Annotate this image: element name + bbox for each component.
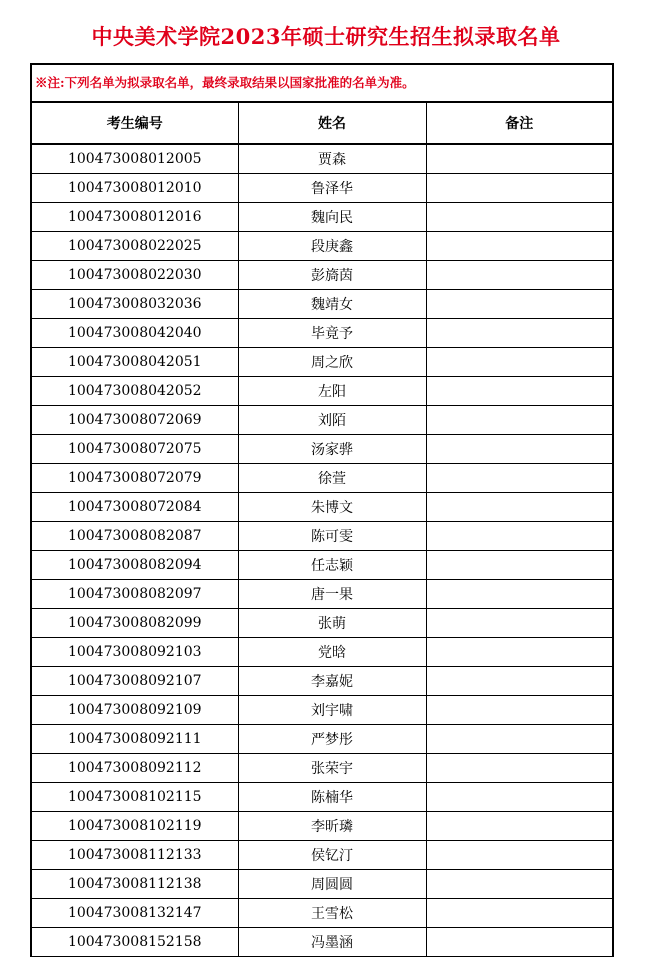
name-cell: 刘宇啸 [238, 696, 426, 725]
table-row [32, 638, 612, 667]
candidate-id-cell: 100473008012010 [32, 174, 238, 203]
name-cell: 毕竟予 [238, 319, 426, 348]
name-cell: 汤家骅 [238, 435, 426, 464]
name-cell: 段庚鑫 [238, 232, 426, 261]
name-cell: 唐一果 [238, 580, 426, 609]
candidate-id-cell: 100473008012005 [32, 144, 238, 174]
name-cell: 王雪松 [238, 899, 426, 928]
remarks-cell [426, 144, 612, 174]
candidate-id-cell: 100473008092111 [32, 725, 238, 754]
candidate-id-cell: 100473008022030 [32, 261, 238, 290]
candidate-id-cell: 100473008082087 [32, 522, 238, 551]
remarks-cell [426, 406, 612, 435]
name-cell: 张萌 [238, 609, 426, 638]
name-cell: 徐萱 [238, 464, 426, 493]
remarks-cell [426, 435, 612, 464]
notice-text: ※注:下列名单为拟录取名单，最终录取结果以国家批准的名单为准。 [32, 65, 612, 103]
name-cell: 陈可雯 [238, 522, 426, 551]
name-cell: 李昕璘 [238, 812, 426, 841]
remarks-cell [426, 174, 612, 203]
name-cell: 侯钇汀 [238, 841, 426, 870]
candidate-id-cell: 100473008012016 [32, 203, 238, 232]
name-cell: 朱博文 [238, 493, 426, 522]
candidate-id-cell: 100473008032036 [32, 290, 238, 319]
admission-table [32, 103, 612, 957]
name-cell: 彭旖茵 [238, 261, 426, 290]
candidate-id-cell: 100473008102119 [32, 812, 238, 841]
table-row [32, 377, 612, 406]
candidate-id-cell: 100473008082099 [32, 609, 238, 638]
candidate-id-cell: 100473008112133 [32, 841, 238, 870]
table-row [32, 435, 612, 464]
remarks-cell [426, 899, 612, 928]
table-row [32, 899, 612, 928]
candidate-id-cell: 100473008082097 [32, 580, 238, 609]
remarks-cell [426, 203, 612, 232]
remarks-cell [426, 725, 612, 754]
name-cell: 周圆圆 [238, 870, 426, 899]
candidate-id-cell: 100473008082094 [32, 551, 238, 580]
admission-list-sheet [30, 63, 614, 957]
candidate-id-cell: 100473008072075 [32, 435, 238, 464]
table-row [32, 928, 612, 957]
name-cell: 冯墨涵 [238, 928, 426, 957]
table-row [32, 841, 612, 870]
candidate-id-cell: 100473008092103 [32, 638, 238, 667]
remarks-cell [426, 493, 612, 522]
remarks-cell [426, 667, 612, 696]
table-row [32, 464, 612, 493]
table-row [32, 551, 612, 580]
name-cell: 党晗 [238, 638, 426, 667]
table-row [32, 870, 612, 899]
table-row [32, 406, 612, 435]
table-row [32, 783, 612, 812]
table-row [32, 580, 612, 609]
table-row [32, 812, 612, 841]
name-cell: 李嘉妮 [238, 667, 426, 696]
name-cell: 刘陌 [238, 406, 426, 435]
remarks-cell [426, 638, 612, 667]
remarks-cell [426, 783, 612, 812]
candidate-id-cell: 100473008042040 [32, 319, 238, 348]
name-cell: 任志颖 [238, 551, 426, 580]
table-row [32, 203, 612, 232]
candidate-id-cell: 100473008112138 [32, 870, 238, 899]
table-row [32, 348, 612, 377]
table-row [32, 754, 612, 783]
candidate-id-cell: 100473008092112 [32, 754, 238, 783]
name-cell: 魏向民 [238, 203, 426, 232]
name-cell: 左阳 [238, 377, 426, 406]
remarks-cell [426, 464, 612, 493]
remarks-cell [426, 319, 612, 348]
name-cell: 陈楠华 [238, 783, 426, 812]
table-row [32, 696, 612, 725]
remarks-cell [426, 812, 612, 841]
remarks-cell [426, 841, 612, 870]
candidate-id-cell: 100473008072069 [32, 406, 238, 435]
remarks-cell [426, 928, 612, 957]
name-cell: 魏靖女 [238, 290, 426, 319]
candidate-id-cell: 100473008072084 [32, 493, 238, 522]
candidate-id-cell: 100473008102115 [32, 783, 238, 812]
candidate-id-cell: 100473008152158 [32, 928, 238, 957]
header-remarks: 备注 [426, 103, 612, 144]
remarks-cell [426, 522, 612, 551]
table-row [32, 261, 612, 290]
candidate-id-cell: 100473008132147 [32, 899, 238, 928]
remarks-cell [426, 696, 612, 725]
remarks-cell [426, 754, 612, 783]
name-cell: 严梦彤 [238, 725, 426, 754]
remarks-cell [426, 377, 612, 406]
remarks-cell [426, 232, 612, 261]
candidate-id-cell: 100473008072079 [32, 464, 238, 493]
name-cell: 张荣宇 [238, 754, 426, 783]
table-row [32, 319, 612, 348]
table-header-row [32, 103, 612, 144]
table-row [32, 290, 612, 319]
name-cell: 鲁泽华 [238, 174, 426, 203]
table-row [32, 144, 612, 174]
candidate-id-cell: 100473008092109 [32, 696, 238, 725]
remarks-cell [426, 551, 612, 580]
remarks-cell [426, 261, 612, 290]
remarks-cell [426, 870, 612, 899]
remarks-cell [426, 580, 612, 609]
remarks-cell [426, 290, 612, 319]
candidate-id-cell: 100473008092107 [32, 667, 238, 696]
candidate-id-cell: 100473008022025 [32, 232, 238, 261]
table-row [32, 725, 612, 754]
table-row [32, 232, 612, 261]
header-candidate-id: 考生编号 [32, 103, 238, 144]
table-row [32, 522, 612, 551]
candidate-id-cell: 100473008042052 [32, 377, 238, 406]
name-cell: 周之欣 [238, 348, 426, 377]
document-title: 中央美术学院2023年硕士研究生招生拟录取名单 [91, 24, 561, 49]
remarks-cell [426, 348, 612, 377]
table-row [32, 667, 612, 696]
header-name: 姓名 [238, 103, 426, 144]
name-cell: 贾森 [238, 144, 426, 174]
table-row [32, 493, 612, 522]
candidate-id-cell: 100473008042051 [32, 348, 238, 377]
table-row [32, 609, 612, 638]
table-row [32, 174, 612, 203]
remarks-cell [426, 609, 612, 638]
